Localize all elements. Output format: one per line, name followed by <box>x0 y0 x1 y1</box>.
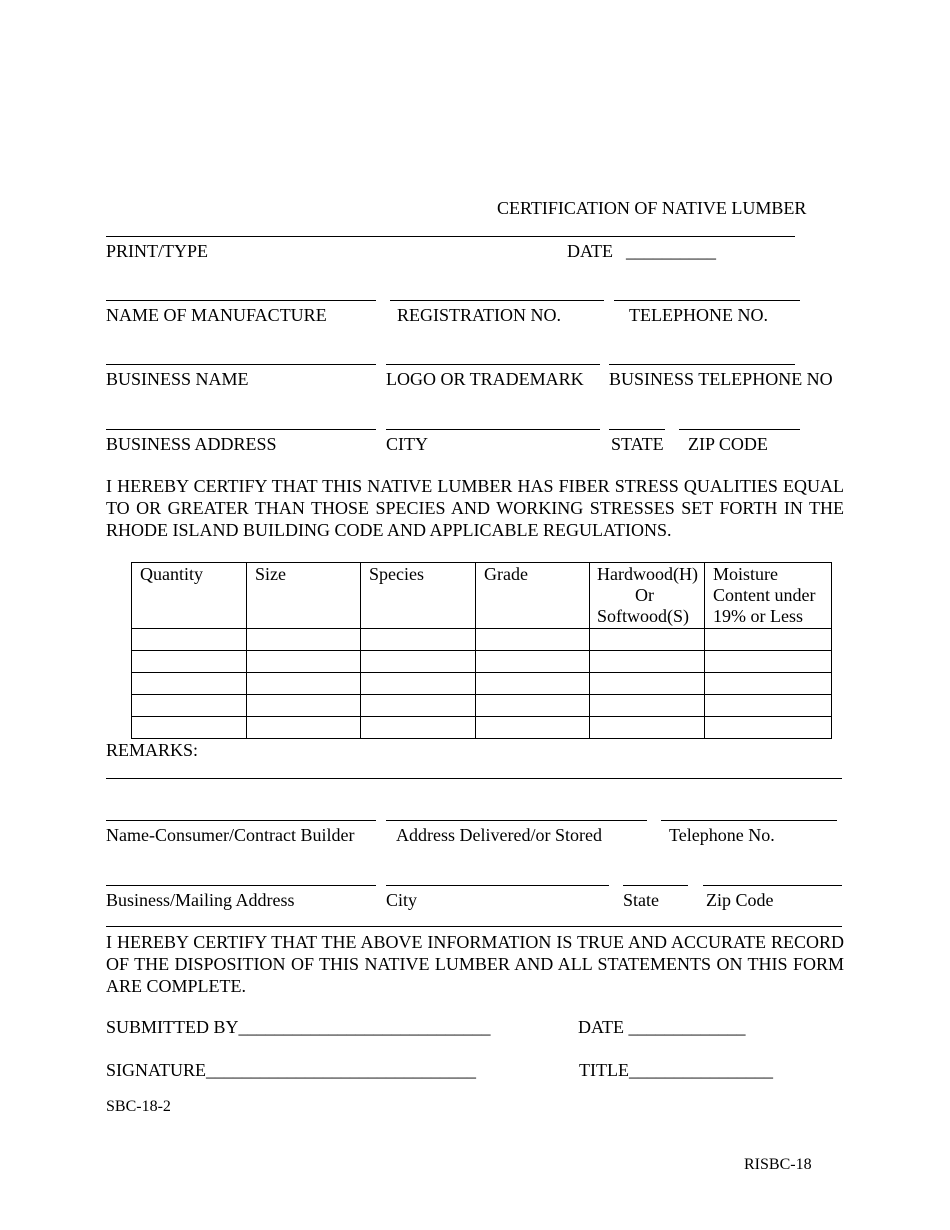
certification-statement-accuracy: I HEREBY CERTIFY THAT THE ABOVE INFORMATION IS TRUE AND ACCURATE RECORD OF THE DISPOSITION OF THIS NATIVE LUMBER AND ALL STATEMENTS ON THIS FORM ARE COMPLETE. <box>106 932 844 996</box>
logo-trademark-line[interactable] <box>386 364 600 365</box>
mailing-address-label: Business/Mailing Address <box>106 890 295 910</box>
manufacture-name-line[interactable] <box>106 300 376 301</box>
table-cell[interactable] <box>247 695 361 717</box>
remarks-line[interactable] <box>106 778 842 779</box>
signature-field[interactable]: SIGNATURE______________________________ <box>106 1060 477 1080</box>
address-delivered-line[interactable] <box>386 820 647 821</box>
submitted-date-field[interactable]: DATE _____________ <box>578 1017 746 1037</box>
header-quantity: Quantity <box>132 563 247 629</box>
consumer-telephone-line[interactable] <box>661 820 837 821</box>
table-cell[interactable] <box>590 629 705 651</box>
business-name-line[interactable] <box>106 364 376 365</box>
table-cell[interactable] <box>705 695 832 717</box>
mailing-address-line[interactable] <box>106 885 376 886</box>
table-cell[interactable] <box>132 629 247 651</box>
print-type-line[interactable] <box>106 236 795 237</box>
print-type-label: PRINT/TYPE <box>106 241 209 261</box>
name-of-manufacture-label: NAME OF MANUFACTURE <box>106 305 327 325</box>
lumber-table <box>131 562 832 739</box>
form-title: CERTIFICATION OF NATIVE LUMBER <box>497 198 807 218</box>
table-cell[interactable] <box>361 695 476 717</box>
footer-code: RISBC-18 <box>744 1156 812 1173</box>
table-cell[interactable] <box>132 695 247 717</box>
business-telephone-label: BUSINESS TELEPHONE NO <box>609 369 833 389</box>
table-cell[interactable] <box>476 629 590 651</box>
table-row <box>132 673 832 695</box>
table-cell[interactable] <box>705 717 832 739</box>
consumer-name-label: Name-Consumer/Contract Builder <box>106 825 355 845</box>
state-line[interactable] <box>609 429 665 430</box>
table-cell[interactable] <box>590 717 705 739</box>
date-field[interactable]: __________ <box>626 241 716 261</box>
table-row <box>132 717 832 739</box>
city-line[interactable] <box>386 429 600 430</box>
form-code: SBC-18-2 <box>106 1098 171 1115</box>
submitted-by-field[interactable]: SUBMITTED BY____________________________ <box>106 1017 491 1037</box>
zip-code-line[interactable] <box>679 429 800 430</box>
consumer-state-label: State <box>623 890 659 910</box>
consumer-zip-label: Zip Code <box>706 890 774 910</box>
table-cell[interactable] <box>361 651 476 673</box>
table-cell[interactable] <box>705 651 832 673</box>
table-cell[interactable] <box>132 717 247 739</box>
state-label: STATE <box>611 434 664 454</box>
remarks-label: REMARKS: <box>106 740 199 760</box>
certification-statement-lumber: I HEREBY CERTIFY THAT THIS NATIVE LUMBER HAS FIBER STRESS QUALITIES EQUAL TO OR GREATER THAN THOSE SPECIES AND WORKING STRESSES SET FORTH IN THE RHODE ISLAND BUILDING CODE AND APPLICABLE REGULATIONS. <box>106 476 844 540</box>
table-cell[interactable] <box>247 717 361 739</box>
business-address-label: BUSINESS ADDRESS <box>106 434 277 454</box>
table-cell[interactable] <box>476 695 590 717</box>
telephone-no-line[interactable] <box>614 300 800 301</box>
address-delivered-label: Address Delivered/or Stored <box>396 825 602 845</box>
table-cell[interactable] <box>132 651 247 673</box>
table-cell[interactable] <box>705 629 832 651</box>
table-cell[interactable] <box>476 673 590 695</box>
date-label: DATE <box>567 241 613 261</box>
header-size: Size <box>247 563 361 629</box>
section-divider <box>106 926 842 927</box>
header-hardwood-softwood: Hardwood(H) Or Softwood(S) <box>590 563 705 629</box>
consumer-telephone-label: Telephone No. <box>669 825 775 845</box>
table-cell[interactable] <box>361 673 476 695</box>
consumer-city-label: City <box>386 890 418 910</box>
table-cell[interactable] <box>476 651 590 673</box>
table-row <box>132 629 832 651</box>
table-row <box>132 695 832 717</box>
registration-no-line[interactable] <box>390 300 604 301</box>
table-cell[interactable] <box>705 673 832 695</box>
registration-no-label: REGISTRATION NO. <box>397 305 561 325</box>
telephone-no-label: TELEPHONE NO. <box>629 305 768 325</box>
logo-trademark-label: LOGO OR TRADEMARK <box>386 369 584 389</box>
table-cell[interactable] <box>590 695 705 717</box>
table-cell[interactable] <box>476 717 590 739</box>
consumer-zip-line[interactable] <box>703 885 842 886</box>
zip-code-label: ZIP CODE <box>688 434 768 454</box>
consumer-city-line[interactable] <box>386 885 609 886</box>
table-cell[interactable] <box>590 673 705 695</box>
header-species: Species <box>361 563 476 629</box>
table-cell[interactable] <box>590 651 705 673</box>
consumer-name-line[interactable] <box>106 820 376 821</box>
table-cell[interactable] <box>247 629 361 651</box>
table-cell[interactable] <box>361 629 476 651</box>
business-name-label: BUSINESS NAME <box>106 369 249 389</box>
header-moisture-content: Moisture Content under 19% or Less <box>705 563 832 629</box>
city-label: CITY <box>386 434 428 454</box>
title-field[interactable]: TITLE________________ <box>579 1060 773 1080</box>
table-cell[interactable] <box>247 651 361 673</box>
business-address-line[interactable] <box>106 429 376 430</box>
table-cell[interactable] <box>132 673 247 695</box>
table-row <box>132 651 832 673</box>
table-cell[interactable] <box>361 717 476 739</box>
business-telephone-line[interactable] <box>609 364 795 365</box>
header-grade: Grade <box>476 563 590 629</box>
consumer-state-line[interactable] <box>623 885 688 886</box>
table-cell[interactable] <box>247 673 361 695</box>
